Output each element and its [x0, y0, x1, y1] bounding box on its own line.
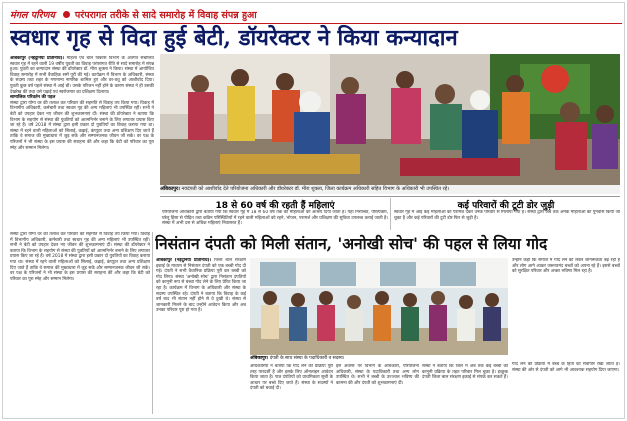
second-story-column-5	[512, 258, 620, 356]
subhead-b: कई परिवारों की टूटी डोर जुड़ी	[457, 201, 555, 211]
caption2-text: दंपती के साथ संस्था के पदाधिकारी व सदस्य।	[269, 356, 345, 361]
main-story-column-1	[10, 56, 154, 230]
main-col1-subhead: सामाजिक परिवर्तन की पहल	[10, 95, 56, 101]
main-headline: स्वधार गृह से विदा हुई बेटी, डॉयरेक्टर ने किया कन्यादान	[10, 25, 458, 51]
main-dateline: अंबिकापुर (नईदुनिया प्रतिनिधि)।	[10, 56, 65, 61]
wedding-photo-caption	[160, 185, 620, 194]
column-divider	[152, 232, 153, 414]
second-col3-text: इस अवसर पर विभाग के अधिकारी, परियोजना अधिकारी, संस्था के पदाधिकारी तथा अन्य लोग उपस्थित थे। सभी ने बच्ची के उज्ज्वल भविष्य की कामना की और दंपती को शुभकामनाएं दीं।	[336, 364, 419, 386]
subsection-divider	[390, 198, 391, 230]
second-story-column-2	[250, 364, 333, 414]
section-header	[10, 6, 622, 22]
second-col2-text: अधिकारियों ने बताया कि गोद लेने की प्रक्रिया पूरी तरह पारदर्शी है और इसके लिए ऑनलाइन आवेदन किया जाता है। पात्र दंपतियों को प्राथमिकता सूची के आधार पर बच्चे दिए जाते हैं। संस्था के सदस्यों ने दंपती को बधाई दी।	[250, 364, 333, 392]
second-story-column-1	[156, 258, 246, 414]
second-col6-text: गोद लेने की प्रक्रिया में बच्चे के हितों को सर्वोपरि रखा जाता है। संस्था की ओर से दंपती को आगे भी आवश्यक सहयोग दिया जाएगा।	[512, 362, 620, 373]
wedding-photo-illustration	[160, 54, 620, 185]
section-category: मंगल परिणय	[10, 9, 55, 21]
adoption-photo	[250, 258, 508, 355]
adoption-photo-caption	[250, 355, 508, 363]
subhead-a: 18 से 60 वर्ष की रहती हैं महिलाएं	[215, 201, 335, 211]
subsection-b-text	[394, 210, 620, 230]
adoption-photo-illustration	[250, 258, 508, 355]
caption-label: अंबिकापुर।	[160, 186, 180, 192]
subsection-rule	[160, 196, 620, 197]
caption2-label: अंबिकापुर।	[250, 356, 269, 361]
second-story-column-3	[336, 364, 419, 414]
main-story-column-1b	[10, 232, 150, 414]
wedding-photo	[160, 54, 620, 185]
subsection-b-body: स्वधार गृह में आई कई महिलाओं को परामर्श देकर उनके परिवार से मिलाया गया है। संस्था द्वारा अब तक अनेक महिलाओं का पुनर्वास किया जा चुका है और कई परिवारों की टूटी डोर फिर से जुड़ी है।	[394, 210, 620, 221]
main-col1-text-continued: संस्था द्वारा योग्य वर की तलाश कर परिवार की सहमति से विवाह तय किया गया। विवाह में विभागीय अधिकारी, कर्मचारी तथा स्वधार गृह की अन्य महिलाएं भी उपस्थित रहीं। सभी ने बेटी को उपहार देकर नए जीवन की शुभकामनाएं दीं। संस्था की डॉयरेक्टर ने बताया कि विभाग के सहयोग से संस्था की युवतियों को आत्मनिर्भर बनाने के लिए लगातार प्रयास किए जा रहे हैं। वर्ष 2018 में संस्था द्वारा इसी प्रकार दो युवतियों का विवाह कराया गया था। संस्था में रहने वाली महिलाओं को सिलाई, कढ़ाई, कंप्यूटर तथा अन्य प्रशिक्षण दिए जाते हैं ताकि वे समाज की मुख्यधारा में जुड़ सकें और सम्मानजनक जीवन जी सकें। वर पक्ष के परिजनों ने भी संस्था के इस प्रयास की सराहना की और कहा कि बेटी को परिवार का पूरा स्नेह और सम्मान मिलेगा।	[10, 232, 150, 282]
subsection-a-text	[162, 210, 388, 230]
main-col1-text2: संस्था द्वारा योग्य वर की तलाश कर परिवार की सहमति से विवाह तय किया गया। विवाह में विभागीय अधिकारी, कर्मचारी तथा स्वधार गृह की अन्य महिलाएं भी उपस्थित रहीं। सभी ने बेटी को उपहार देकर नए जीवन की शुभकामनाएं दीं। संस्था की डॉयरेक्टर ने बताया कि विभाग के सहयोग से संस्था की युवतियों को आत्मनिर्भर बनाने के लिए लगातार प्रयास किए जा रहे हैं। वर्ष 2018 में संस्था द्वारा इसी प्रकार दो युवतियों का विवाह कराया गया था। संस्था में रहने वाली महिलाओं को सिलाई, कढ़ाई, कंप्यूटर तथा अन्य प्रशिक्षण दिए जाते हैं ताकि वे समाज की मुख्यधारा में जुड़ सकें और सम्मानजनक जीवन जी सकें। वर पक्ष के परिजनों ने भी संस्था के इस प्रयास की सराहना की और कहा कि बेटी को परिवार का पूरा स्नेह और सम्मान मिलेगा।	[10, 100, 154, 151]
second-story-column-6	[512, 362, 620, 414]
second-dateline: अंबिकापुर (नईदुनिया प्रतिनिधि)।	[156, 258, 212, 263]
subsection-a-body: परियोजना अधिकारी द्वारा बताया गया कि स्वधार गृह में 18 से 60 वर्ष तक की महिलाओं को आश्रय दिया जाता है। यहां निराश्रित, परित्यक्ता, घरेलू हिंसा से पीड़ित तथा कठिन परिस्थितियों में रहने वाली महिलाओं को रहने, भोजन, परामर्श और प्रशिक्षण की सुविधा उपलब्ध कराई जाती है। संस्था में अभी दस से अधिक महिलाएं निवासरत हैं।	[162, 210, 388, 227]
kicker-text: परंपरागत तरीके से सादे समारोह में विवाह संपन्न हुआ	[74, 9, 257, 21]
second-col4-text: संस्था ने बताया कि जिले में अब तक कई बच्चों को कानूनी प्रक्रिया के तहत परिवार मिल चुका है। इच्छुक दंपती जिला बाल संरक्षण इकाई से संपर्क कर सकते हैं।	[422, 364, 508, 381]
second-col1-text: जिला बाल संरक्षण इकाई के माध्यम से निसंतान दंपती को एक बच्ची गोद दी गई। दंपती ने सभी वैधानिक प्रक्रिया पूरी कर बच्ची को गोद लिया। संस्था 'अनोखी सोच' द्वारा निसंतान दंपतियों को कानूनी रूप से बच्चा गोद लेने के लिए प्रेरित किया जा रहा है। कार्यक्रम में विभाग के अधिकारी और संस्था के सदस्य उपस्थित रहे। दंपती ने बताया कि विवाह के कई वर्ष बाद भी संतान नहीं होने से वे दुखी थे। संस्था से जानकारी मिलने के बाद उन्होंने आवेदन किया और अब उनका परिवार पूरा हो गया है।	[156, 258, 246, 314]
second-col5-text: उन्होंने कहा कि समाज में गोद लेने को लेकर जागरूकता बढ़ रही है और लोग आगे आकर जरूरतमंद बच्चों को अपना रहे हैं। इससे बच्चों को सुरक्षित परिवार और अच्छा भविष्य मिल रहा है।	[512, 258, 620, 275]
main-col1-text: महिला एवं बाल विकास विभाग के अंतर्गत संचालित स्वधार गृह में रहने वाली 19 वर्षीय युवती का विवाह परंपरागत रीति से सादे समारोह में संपन्न हुआ। युवती का कन्यादान संस्था की डॉयरेक्टर डॉ. मीरा शुक्ला ने किया। संस्था में आयोजित विवाह समारोह में सभी वैवाहिक रस्में पूरी की गई। कार्यक्रम में विभाग के अधिकारी, संस्था के सदस्य तथा शहर के गणमान्य नागरिक शामिल हुए और वर-वधू को आशीर्वाद दिया। युवती कुछ वर्ष पहले संस्था में आई थी। उसके परिजन नहीं होने के कारण संस्था ने ही उसकी देखरेख की तथा उसे पढ़ाई एवं स्वरोजगार का प्रशिक्षण दिलाया।	[10, 56, 154, 95]
second-story-column-4	[422, 364, 508, 414]
caption-text: नवदंपती को आशीर्वाद देते परियोजना अधिकारी और डॉयरेक्टर डॉ. मीरा शुक्ला, जिला कार्यक्रम अधिकारी सहित विभाग के अधिकारी भी उपस्थित रहे।	[181, 186, 450, 192]
second-headline: निसंतान दंपती को मिली संतान, 'अनोखी सोच' की पहल से लिया गोद	[155, 234, 548, 253]
bullet-icon	[63, 11, 70, 18]
